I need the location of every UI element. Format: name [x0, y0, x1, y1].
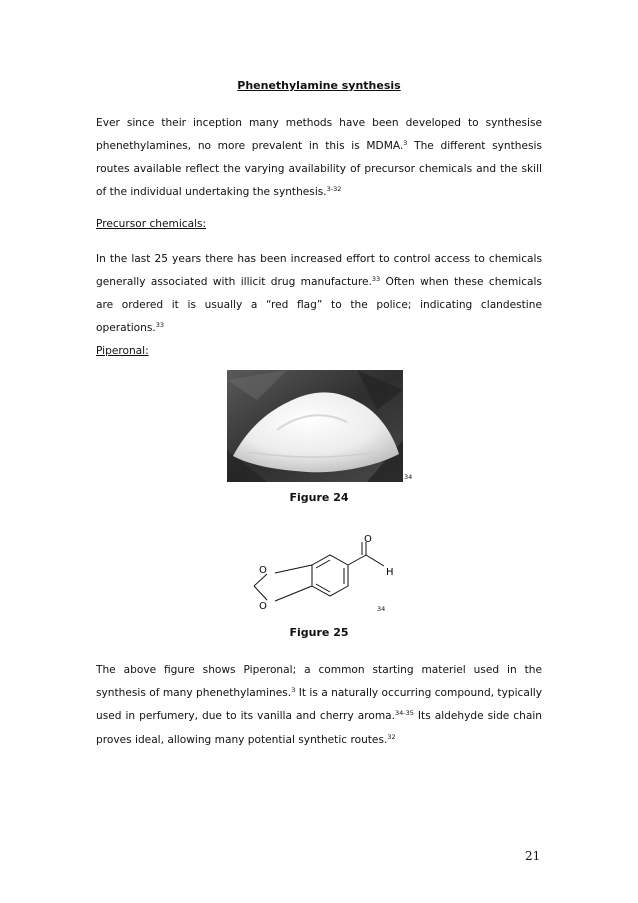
citation: 3 [291, 685, 296, 694]
intro-text-2: The different synthesis routes available reflect the varying availability of precursor chemicals and the skill of the individual undertaking the synthesis. [96, 139, 543, 198]
bond-o-bottom [275, 586, 312, 601]
precursor-text-2: Often when these chemicals are ordered it is usually a “red flag” to the police; indicating clandestine operations. [96, 275, 542, 334]
figure24-caption: Figure 24 [289, 491, 349, 504]
citation: 3 [403, 138, 408, 147]
piperonal-text-1: The above figure shows Piperonal; a common starting materiel used in the synthesis of many phenethylamines. [96, 664, 542, 699]
figure25-caption: Figure 25 [289, 626, 349, 639]
atom-o-ring-top: O [259, 565, 267, 576]
page-title: Phenethylamine synthesis [237, 79, 401, 92]
citation: 33 [155, 320, 165, 329]
powder-image [227, 370, 403, 482]
piperonal-text-3: Its aldehyde side chain proves ideal, allowing many potential synthetic routes. [96, 710, 542, 746]
piperonal-paragraph [96, 659, 542, 752]
piperonal-heading: Piperonal: [96, 345, 149, 357]
precursor-heading: Precursor chemicals: [96, 218, 207, 230]
atom-o-carbonyl: O [364, 534, 372, 545]
citation: 34-35 [395, 709, 414, 717]
atom-o-ring-bottom: O [259, 601, 267, 612]
piperonal-text-2: It is a naturally occurring compound, typically used in perfumery, due to its vanilla and cherry aroma. [96, 686, 542, 722]
citation: 3-32 [326, 184, 342, 193]
bond-aldehyde [348, 555, 366, 565]
precursor-paragraph [96, 248, 542, 340]
intro-paragraph [96, 112, 542, 204]
atom-h: H [386, 567, 394, 578]
bond-o-top [275, 565, 312, 573]
piperonal-structure-diagram [246, 528, 396, 620]
figure24-citation: 34 [404, 473, 413, 481]
figure25-citation: 34 [377, 605, 386, 613]
piperonal-powder-photo [227, 370, 403, 482]
page-number: 21 [525, 849, 541, 863]
intro-text-1: Ever since their inception many methods have been developed to synthesise phenethylamines, no more prevalent in this is MDMA. [96, 117, 542, 152]
precursor-text-1: In the last 25 years there has been increased effort to control access to chemicals generally associated with illicit drug manufacture. [96, 253, 542, 288]
citation: 33 [371, 274, 381, 283]
benzene-ring [312, 555, 348, 596]
citation: 32 [387, 732, 396, 741]
